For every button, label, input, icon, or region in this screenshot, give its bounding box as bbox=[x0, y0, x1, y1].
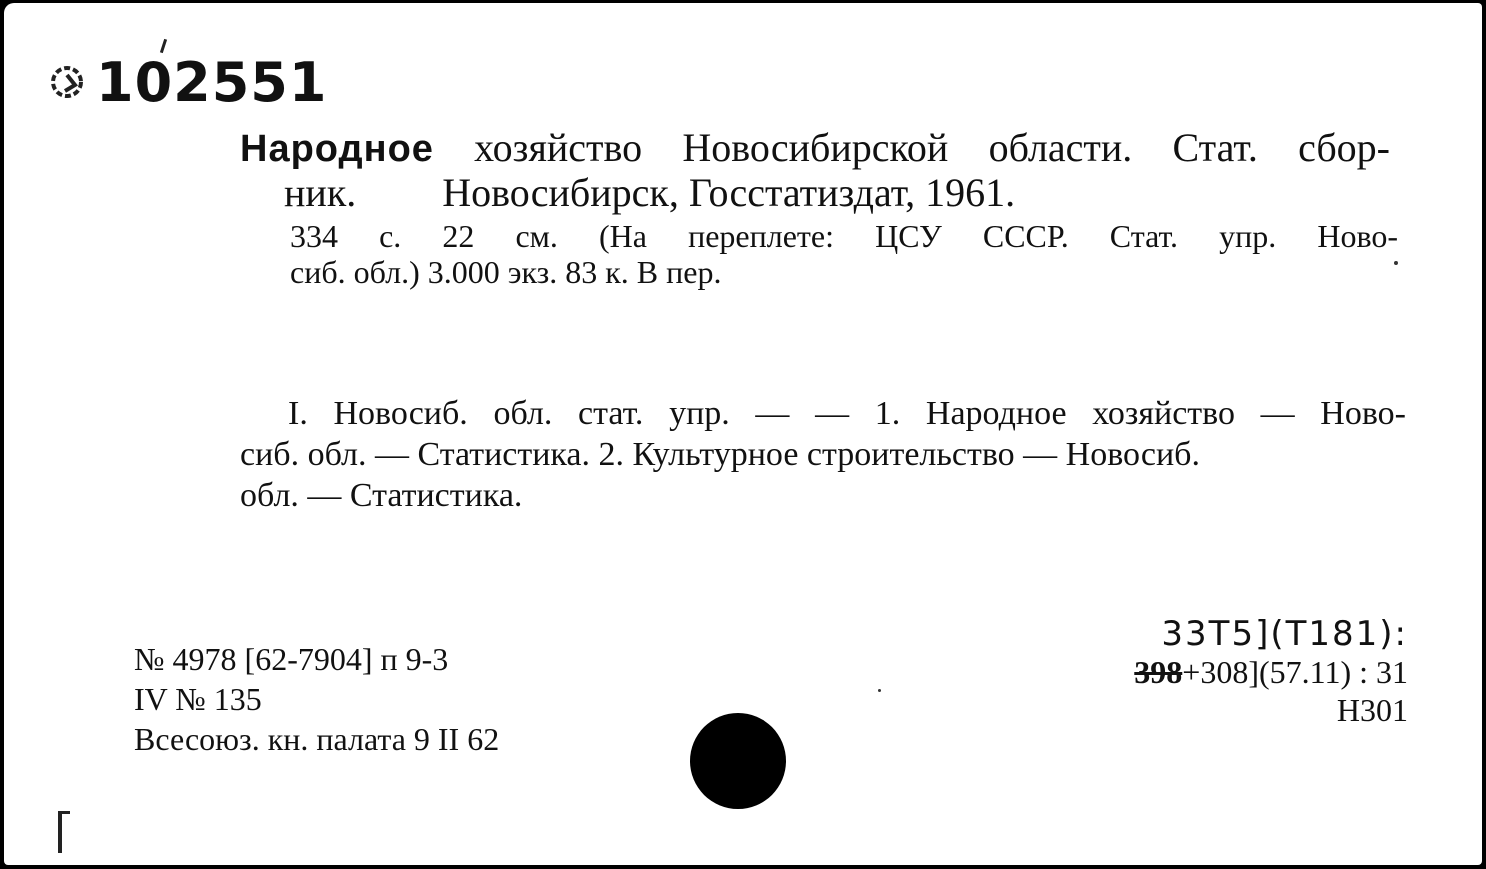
subject-line-3: обл. — Статистика. bbox=[240, 477, 523, 514]
inventory-number-block bbox=[48, 47, 327, 117]
entry-heading-word: Народное bbox=[240, 128, 434, 170]
subject-headings bbox=[240, 393, 1406, 516]
classification-index bbox=[1134, 653, 1408, 691]
speck bbox=[878, 689, 881, 692]
imprint-book-chamber: Всесоюз. кн. палата 9 II 62 bbox=[134, 721, 500, 757]
entry-publication-line bbox=[240, 170, 1410, 216]
imprint-order-number: № 4978 [62-7904] п 9-3 bbox=[134, 641, 449, 677]
entry-edition-price: сиб. обл.) 3.000 экз. 83 к. В пер. bbox=[290, 254, 722, 291]
stamp-icon bbox=[48, 61, 86, 103]
entry-title-end: ник. bbox=[284, 169, 357, 215]
punch-hole bbox=[690, 713, 786, 809]
classification-author-mark: Н301 bbox=[1336, 692, 1408, 728]
catalog-card bbox=[4, 3, 1482, 865]
chamber-imprint bbox=[134, 639, 499, 759]
corner-bracket-mark bbox=[58, 811, 62, 853]
entry-physical-description: 334 с. 22 см. (На переплете: ЦСУ СССР. Стат. упр. Ново- bbox=[290, 217, 1398, 254]
entry-publisher: Новосибирск, Госстатиздат, 1961. bbox=[442, 169, 1016, 215]
entry-title-line bbox=[240, 125, 1390, 172]
imprint-series-number: IV № 135 bbox=[134, 681, 262, 717]
classification-handwritten: 33Т5](Т181): bbox=[1161, 614, 1408, 654]
classification-main: +308](57.11) : 31 bbox=[1182, 654, 1408, 690]
subject-line-1: I. Новосиб. обл. стат. упр. — — 1. Народное хозяйство — Ново- bbox=[288, 395, 1406, 432]
inventory-number: 102551 bbox=[96, 50, 328, 114]
entry-title-rest: хозяйство Новосибирской области. Стат. сбор- bbox=[474, 125, 1391, 170]
classification-block bbox=[1134, 615, 1408, 729]
subject-line-2: сиб. обл. — Статистика. 2. Культурное строительство — Новосиб. bbox=[240, 436, 1200, 473]
classification-struck-out: 398 bbox=[1134, 654, 1183, 690]
bibliographic-entry bbox=[240, 125, 1410, 291]
speck bbox=[1394, 261, 1398, 265]
